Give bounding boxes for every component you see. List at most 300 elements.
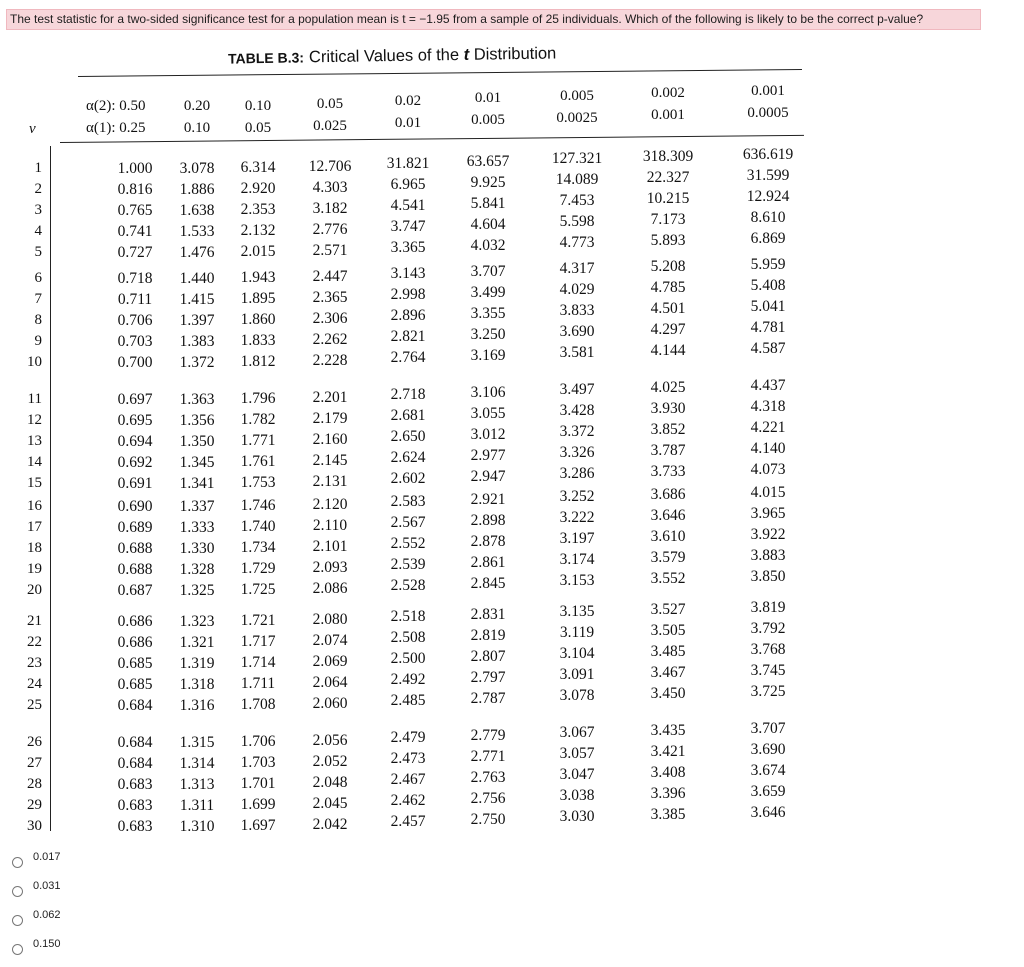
table-cell: 4.032 xyxy=(470,237,506,254)
table-cell: 2.069 xyxy=(312,653,348,670)
table-cell: 7.453 xyxy=(559,192,595,209)
table-cell: 3.646 xyxy=(750,804,786,821)
alpha2-header-5: 0.005 xyxy=(560,88,594,104)
table-cell: 2.145 xyxy=(312,452,348,469)
table-row-nu: 3 xyxy=(34,202,42,218)
table-cell: 0.683 xyxy=(117,797,153,814)
table-cell: 3.153 xyxy=(559,572,595,589)
table-cell: 0.686 xyxy=(117,634,153,651)
table-cell: 6.314 xyxy=(240,159,276,176)
table-cell: 0.687 xyxy=(117,582,153,599)
table-cell: 2.583 xyxy=(390,493,426,510)
table-row-nu: 30 xyxy=(27,818,42,834)
table-cell: 2.201 xyxy=(312,389,348,406)
alpha1-header-2: 0.025 xyxy=(313,118,347,134)
table-cell: 2.539 xyxy=(390,556,426,573)
table-cell: 1.860 xyxy=(240,311,276,328)
table-cell: 0.718 xyxy=(117,270,153,287)
table-row-nu: 16 xyxy=(27,498,42,514)
table-cell: 12.924 xyxy=(746,188,790,205)
alpha2-header-7: 0.001 xyxy=(751,83,785,99)
table-cell: 31.599 xyxy=(746,167,790,184)
table-cell: 2.042 xyxy=(312,816,348,833)
table-cell: 2.093 xyxy=(312,559,348,576)
alpha1-header-3: 0.01 xyxy=(394,115,422,131)
table-cell: 1.833 xyxy=(240,332,276,349)
table-row-nu: 6 xyxy=(34,270,42,286)
table-cell: 2.508 xyxy=(390,629,426,646)
table-cell: 2.462 xyxy=(390,792,426,809)
table-cell: 2.831 xyxy=(470,606,506,623)
table-cell: 1.761 xyxy=(240,453,276,470)
alpha2-header-2: 0.05 xyxy=(316,96,344,112)
table-cell: 1.311 xyxy=(179,797,215,814)
table-cell: 4.303 xyxy=(312,179,348,196)
table-row-nu: 29 xyxy=(27,797,42,813)
table-cell: 0.688 xyxy=(117,540,153,557)
table-cell: 3.408 xyxy=(650,764,686,781)
alpha1-label: α(1): 0.25 xyxy=(86,120,146,136)
table-row-nu: 13 xyxy=(27,433,42,449)
table-cell: 2.898 xyxy=(470,512,506,529)
table-cell: 2.060 xyxy=(312,695,348,712)
table-cell: 2.764 xyxy=(390,349,426,366)
table-cell: 1.714 xyxy=(240,654,276,671)
table-cell: 2.080 xyxy=(312,611,348,628)
table-cell: 1.771 xyxy=(240,432,276,449)
table-cell: 4.025 xyxy=(650,379,686,396)
table-cell: 1.337 xyxy=(179,498,215,515)
table-cell: 2.160 xyxy=(312,431,348,448)
table-cell: 3.499 xyxy=(470,284,506,301)
table-cell: 2.650 xyxy=(390,428,426,445)
table-cell: 5.598 xyxy=(559,213,595,230)
table-cell: 4.144 xyxy=(650,342,686,359)
table-cell: 2.467 xyxy=(390,771,426,788)
table-title-end: Distribution xyxy=(473,44,557,64)
table-cell: 0.684 xyxy=(117,734,153,751)
table-cell: 3.428 xyxy=(559,402,595,419)
table-cell: 2.447 xyxy=(312,268,348,285)
table-cell: 4.541 xyxy=(390,197,426,214)
table-cell: 2.528 xyxy=(390,577,426,594)
table-cell: 2.624 xyxy=(390,449,426,466)
table-cell: 3.182 xyxy=(312,200,348,217)
table-cell: 3.883 xyxy=(750,547,786,564)
table-cell: 0.711 xyxy=(117,291,153,308)
table-cell: 1.313 xyxy=(179,776,215,793)
table-cell: 3.768 xyxy=(750,641,786,658)
table-cell: 2.052 xyxy=(312,753,348,770)
alpha1-header-5: 0.0025 xyxy=(556,110,598,126)
table-cell: 2.179 xyxy=(312,410,348,427)
table-cell: 22.327 xyxy=(646,169,690,186)
table-cell: 3.038 xyxy=(559,787,595,804)
alpha2-header-6: 0.002 xyxy=(651,85,685,101)
radio-button[interactable] xyxy=(12,886,23,897)
table-cell: 2.779 xyxy=(470,727,506,744)
table-cell: 2.132 xyxy=(240,222,276,239)
alpha2-header-3: 0.02 xyxy=(394,93,422,109)
table-cell: 3.169 xyxy=(470,347,506,364)
table-cell: 1.333 xyxy=(179,519,215,536)
table-cell: 1.000 xyxy=(117,160,153,177)
table-cell: 1.717 xyxy=(240,633,276,650)
table-cell: 3.792 xyxy=(750,620,786,637)
table-cell: 1.706 xyxy=(240,733,276,750)
nu-header: ν xyxy=(29,121,36,137)
table-cell: 3.646 xyxy=(650,507,686,524)
table-cell: 7.173 xyxy=(650,211,686,228)
table-cell: 3.450 xyxy=(650,685,686,702)
table-cell: 1.325 xyxy=(179,582,215,599)
table-cell: 3.030 xyxy=(559,808,595,825)
table-cell: 2.365 xyxy=(312,289,348,306)
table-cell: 0.688 xyxy=(117,561,153,578)
table-cell: 14.089 xyxy=(555,171,599,188)
table-cell: 0.703 xyxy=(117,333,153,350)
table-cell: 1.943 xyxy=(240,269,276,286)
table-cell: 0.683 xyxy=(117,818,153,835)
table-row-nu: 14 xyxy=(27,454,42,470)
table-cell: 3.252 xyxy=(559,488,595,505)
table-cell: 2.861 xyxy=(470,554,506,571)
table-cell: 31.821 xyxy=(386,155,430,172)
table-cell: 1.697 xyxy=(240,817,276,834)
table-cell: 2.807 xyxy=(470,648,506,665)
table-cell: 3.485 xyxy=(650,643,686,660)
table-row-nu: 22 xyxy=(27,634,42,650)
table-cell: 3.579 xyxy=(650,549,686,566)
table-cell: 0.816 xyxy=(117,181,153,198)
table-cell: 8.610 xyxy=(750,209,786,226)
table-cell: 0.706 xyxy=(117,312,153,329)
table-cell: 3.385 xyxy=(650,806,686,823)
table-cell: 3.747 xyxy=(390,218,426,235)
table-cell: 3.505 xyxy=(650,622,686,639)
alpha2-header-1: 0.10 xyxy=(244,98,272,114)
table-cell: 1.319 xyxy=(179,655,215,672)
table-cell: 3.930 xyxy=(650,400,686,417)
table-cell: 3.833 xyxy=(559,302,595,319)
table-row-nu: 15 xyxy=(27,475,42,491)
table-cell: 3.135 xyxy=(559,603,595,620)
table-cell: 5.959 xyxy=(750,256,786,273)
table-cell: 4.318 xyxy=(750,398,786,415)
table-cell: 3.104 xyxy=(559,645,595,662)
table-row-nu: 9 xyxy=(34,333,42,349)
table-row-nu: 27 xyxy=(27,755,42,771)
table-cell: 1.734 xyxy=(240,539,276,556)
alpha1-header-6: 0.001 xyxy=(651,107,685,123)
table-cell: 2.262 xyxy=(312,331,348,348)
table-cell: 63.657 xyxy=(466,153,510,170)
table-cell: 2.552 xyxy=(390,535,426,552)
table-cell: 127.321 xyxy=(551,150,603,167)
table-cell: 5.408 xyxy=(750,277,786,294)
alpha2-label: α(2): 0.50 xyxy=(86,98,146,114)
table-cell: 0.689 xyxy=(117,519,153,536)
table-cell: 1.476 xyxy=(179,244,215,261)
table-cell: 4.015 xyxy=(750,484,786,501)
table-cell: 1.415 xyxy=(179,291,215,308)
table-cell: 2.845 xyxy=(470,575,506,592)
table-cell: 1.350 xyxy=(179,433,215,450)
table-cell: 5.208 xyxy=(650,258,686,275)
table-cell: 2.228 xyxy=(312,352,348,369)
table-cell: 1.383 xyxy=(179,333,215,350)
table-cell: 4.029 xyxy=(559,281,595,298)
table-cell: 3.527 xyxy=(650,601,686,618)
table-cell: 1.318 xyxy=(179,676,215,693)
table-cell: 3.119 xyxy=(559,624,595,641)
table-row-nu: 20 xyxy=(27,582,42,598)
table-cell: 3.707 xyxy=(750,720,786,737)
question-text: The test statistic for a two-sided significance test for a population mean is t = −1.95 from a sample of 25 individuals. Which of the following is likely to be the correct p-value? xyxy=(6,9,981,30)
table-cell: 0.695 xyxy=(117,412,153,429)
table-cell: 2.306 xyxy=(312,310,348,327)
table-cell: 6.965 xyxy=(390,176,426,193)
table-cell: 3.659 xyxy=(750,783,786,800)
table-row-nu: 28 xyxy=(27,776,42,792)
table-cell: 1.316 xyxy=(179,697,215,714)
table-cell: 3.610 xyxy=(650,528,686,545)
table-cell: 2.921 xyxy=(470,491,506,508)
table-cell: 4.437 xyxy=(750,377,786,394)
table-row-nu: 21 xyxy=(27,613,42,629)
table-cell: 1.321 xyxy=(179,634,215,651)
table-cell: 4.297 xyxy=(650,321,686,338)
table-cell: 636.619 xyxy=(742,146,794,163)
table-cell: 2.920 xyxy=(240,180,276,197)
table-row-nu: 17 xyxy=(27,519,42,535)
table-cell: 0.684 xyxy=(117,697,153,714)
table-cell: 0.684 xyxy=(117,755,153,772)
table-cell: 2.750 xyxy=(470,811,506,828)
table-cell: 3.421 xyxy=(650,743,686,760)
radio-button[interactable] xyxy=(12,944,23,955)
table-cell: 4.785 xyxy=(650,279,686,296)
table-cell: 3.745 xyxy=(750,662,786,679)
table-row-nu: 18 xyxy=(27,540,42,556)
table-cell: 1.721 xyxy=(240,612,276,629)
table-row-nu: 4 xyxy=(34,223,42,239)
answer-option-label: 0.031 xyxy=(33,880,61,892)
table-cell: 2.485 xyxy=(390,692,426,709)
table-cell: 3.467 xyxy=(650,664,686,681)
table-cell: 1.341 xyxy=(179,475,215,492)
table-nu-divider xyxy=(50,146,51,831)
table-cell: 0.686 xyxy=(117,613,153,630)
table-cell: 1.330 xyxy=(179,540,215,557)
table-cell: 3.725 xyxy=(750,683,786,700)
table-cell: 4.773 xyxy=(559,234,595,251)
table-cell: 1.740 xyxy=(240,518,276,535)
table-cell: 3.372 xyxy=(559,423,595,440)
table-cell: 3.497 xyxy=(559,381,595,398)
table-cell: 2.977 xyxy=(470,447,506,464)
table-title-prefix: TABLE B.3: xyxy=(227,49,305,67)
table-cell: 0.683 xyxy=(117,776,153,793)
alpha2-header-4: 0.01 xyxy=(474,90,502,106)
table-cell: 0.690 xyxy=(117,498,153,515)
table-cell: 2.602 xyxy=(390,470,426,487)
table-row-nu: 7 xyxy=(34,291,42,307)
table-cell: 1.725 xyxy=(240,581,276,598)
table-cell: 1.699 xyxy=(240,796,276,813)
table-cell: 2.473 xyxy=(390,750,426,767)
table-cell: 2.015 xyxy=(240,243,276,260)
table-cell: 2.763 xyxy=(470,769,506,786)
table-cell: 3.787 xyxy=(650,442,686,459)
table-cell: 3.143 xyxy=(390,265,426,282)
table-cell: 5.041 xyxy=(750,298,786,315)
table-cell: 1.323 xyxy=(179,613,215,630)
table-cell: 3.922 xyxy=(750,526,786,543)
table-cell: 2.074 xyxy=(312,632,348,649)
table-cell: 2.056 xyxy=(312,732,348,749)
table-cell: 3.850 xyxy=(750,568,786,585)
table-cell: 2.571 xyxy=(312,242,348,259)
table-cell: 3.581 xyxy=(559,344,595,361)
table-cell: 1.895 xyxy=(240,290,276,307)
table-cell: 2.048 xyxy=(312,774,348,791)
table-cell: 6.869 xyxy=(750,230,786,247)
alpha1-header-1: 0.05 xyxy=(244,120,272,136)
table-cell: 10.215 xyxy=(646,190,690,207)
table-cell: 1.782 xyxy=(240,411,276,428)
table-cell: 2.110 xyxy=(312,517,348,534)
table-title-t: t xyxy=(463,45,470,64)
table-cell: 2.479 xyxy=(390,729,426,746)
table-cell: 1.701 xyxy=(240,775,276,792)
table-cell: 3.250 xyxy=(470,326,506,343)
table-cell: 3.965 xyxy=(750,505,786,522)
table-cell: 4.781 xyxy=(750,319,786,336)
table-cell: 3.078 xyxy=(179,160,215,177)
table-cell: 3.067 xyxy=(559,724,595,741)
table-cell: 2.821 xyxy=(390,328,426,345)
table-cell: 1.315 xyxy=(179,734,215,751)
table-cell: 3.690 xyxy=(559,323,595,340)
table-cell: 2.064 xyxy=(312,674,348,691)
table-cell: 3.707 xyxy=(470,263,506,280)
table-cell: 0.741 xyxy=(117,223,153,240)
table-cell: 4.604 xyxy=(470,216,506,233)
table-cell: 3.396 xyxy=(650,785,686,802)
answer-option-label: 0.062 xyxy=(33,909,61,921)
table-cell: 2.718 xyxy=(390,386,426,403)
table-row-nu: 8 xyxy=(34,312,42,328)
table-cell: 1.711 xyxy=(240,675,276,692)
table-cell: 1.746 xyxy=(240,497,276,514)
table-cell: 3.047 xyxy=(559,766,595,783)
table-cell: 4.073 xyxy=(750,461,786,478)
table-cell: 2.947 xyxy=(470,468,506,485)
table-cell: 3.852 xyxy=(650,421,686,438)
table-cell: 1.440 xyxy=(179,270,215,287)
table-cell: 2.567 xyxy=(390,514,426,531)
table-row-nu: 24 xyxy=(27,676,42,692)
table-cell: 0.685 xyxy=(117,676,153,693)
table-cell: 3.286 xyxy=(559,465,595,482)
table-cell: 4.587 xyxy=(750,340,786,357)
table-row-nu: 26 xyxy=(27,734,42,750)
table-cell: 2.086 xyxy=(312,580,348,597)
table-cell: 1.703 xyxy=(240,754,276,771)
table-row-nu: 19 xyxy=(27,561,42,577)
table-cell: 4.140 xyxy=(750,440,786,457)
table-row-nu: 11 xyxy=(27,391,42,407)
table-cell: 0.685 xyxy=(117,655,153,672)
table-cell: 318.309 xyxy=(642,148,694,165)
alpha1-header-4: 0.005 xyxy=(471,112,505,128)
table-row-nu: 1 xyxy=(34,160,42,176)
table-cell: 1.533 xyxy=(179,223,215,240)
table-cell: 1.310 xyxy=(179,818,215,835)
table-top-rule xyxy=(78,69,802,77)
table-title-main: Critical Values of the xyxy=(308,45,460,67)
table-cell: 3.326 xyxy=(559,444,595,461)
alpha2-header-0: 0.20 xyxy=(183,98,211,114)
radio-button[interactable] xyxy=(12,857,23,868)
table-cell: 2.771 xyxy=(470,748,506,765)
table-row-nu: 10 xyxy=(27,354,42,370)
table-cell: 3.686 xyxy=(650,486,686,503)
table-cell: 3.091 xyxy=(559,666,595,683)
table-cell: 3.078 xyxy=(559,687,595,704)
table-cell: 3.355 xyxy=(470,305,506,322)
table-cell: 2.681 xyxy=(390,407,426,424)
table-cell: 5.893 xyxy=(650,232,686,249)
table-cell: 12.706 xyxy=(308,158,352,175)
table-cell: 2.492 xyxy=(390,671,426,688)
table-cell: 2.776 xyxy=(312,221,348,238)
table-cell: 5.841 xyxy=(470,195,506,212)
table-cell: 2.353 xyxy=(240,201,276,218)
table-cell: 4.501 xyxy=(650,300,686,317)
table-cell: 2.101 xyxy=(312,538,348,555)
table-cell: 2.756 xyxy=(470,790,506,807)
table-cell: 0.700 xyxy=(117,354,153,371)
table-cell: 2.787 xyxy=(470,690,506,707)
table-cell: 3.819 xyxy=(750,599,786,616)
table-cell: 2.998 xyxy=(390,286,426,303)
radio-button[interactable] xyxy=(12,915,23,926)
table-cell: 0.694 xyxy=(117,433,153,450)
table-cell: 2.131 xyxy=(312,473,348,490)
table-cell: 3.106 xyxy=(470,384,506,401)
table-cell: 2.045 xyxy=(312,795,348,812)
table-cell: 1.397 xyxy=(179,312,215,329)
table-cell: 2.878 xyxy=(470,533,506,550)
table-cell: 1.638 xyxy=(179,202,215,219)
table-cell: 2.518 xyxy=(390,608,426,625)
table-cell: 1.356 xyxy=(179,412,215,429)
table-cell: 3.733 xyxy=(650,463,686,480)
table-cell: 3.365 xyxy=(390,239,426,256)
table-cell: 1.708 xyxy=(240,696,276,713)
table-cell: 0.765 xyxy=(117,202,153,219)
table-cell: 2.120 xyxy=(312,496,348,513)
table-cell: 3.174 xyxy=(559,551,595,568)
table-cell: 1.363 xyxy=(179,391,215,408)
table-cell: 0.727 xyxy=(117,244,153,261)
table-title xyxy=(228,44,557,68)
table-cell: 2.797 xyxy=(470,669,506,686)
table-cell: 1.796 xyxy=(240,390,276,407)
table-cell: 4.221 xyxy=(750,419,786,436)
